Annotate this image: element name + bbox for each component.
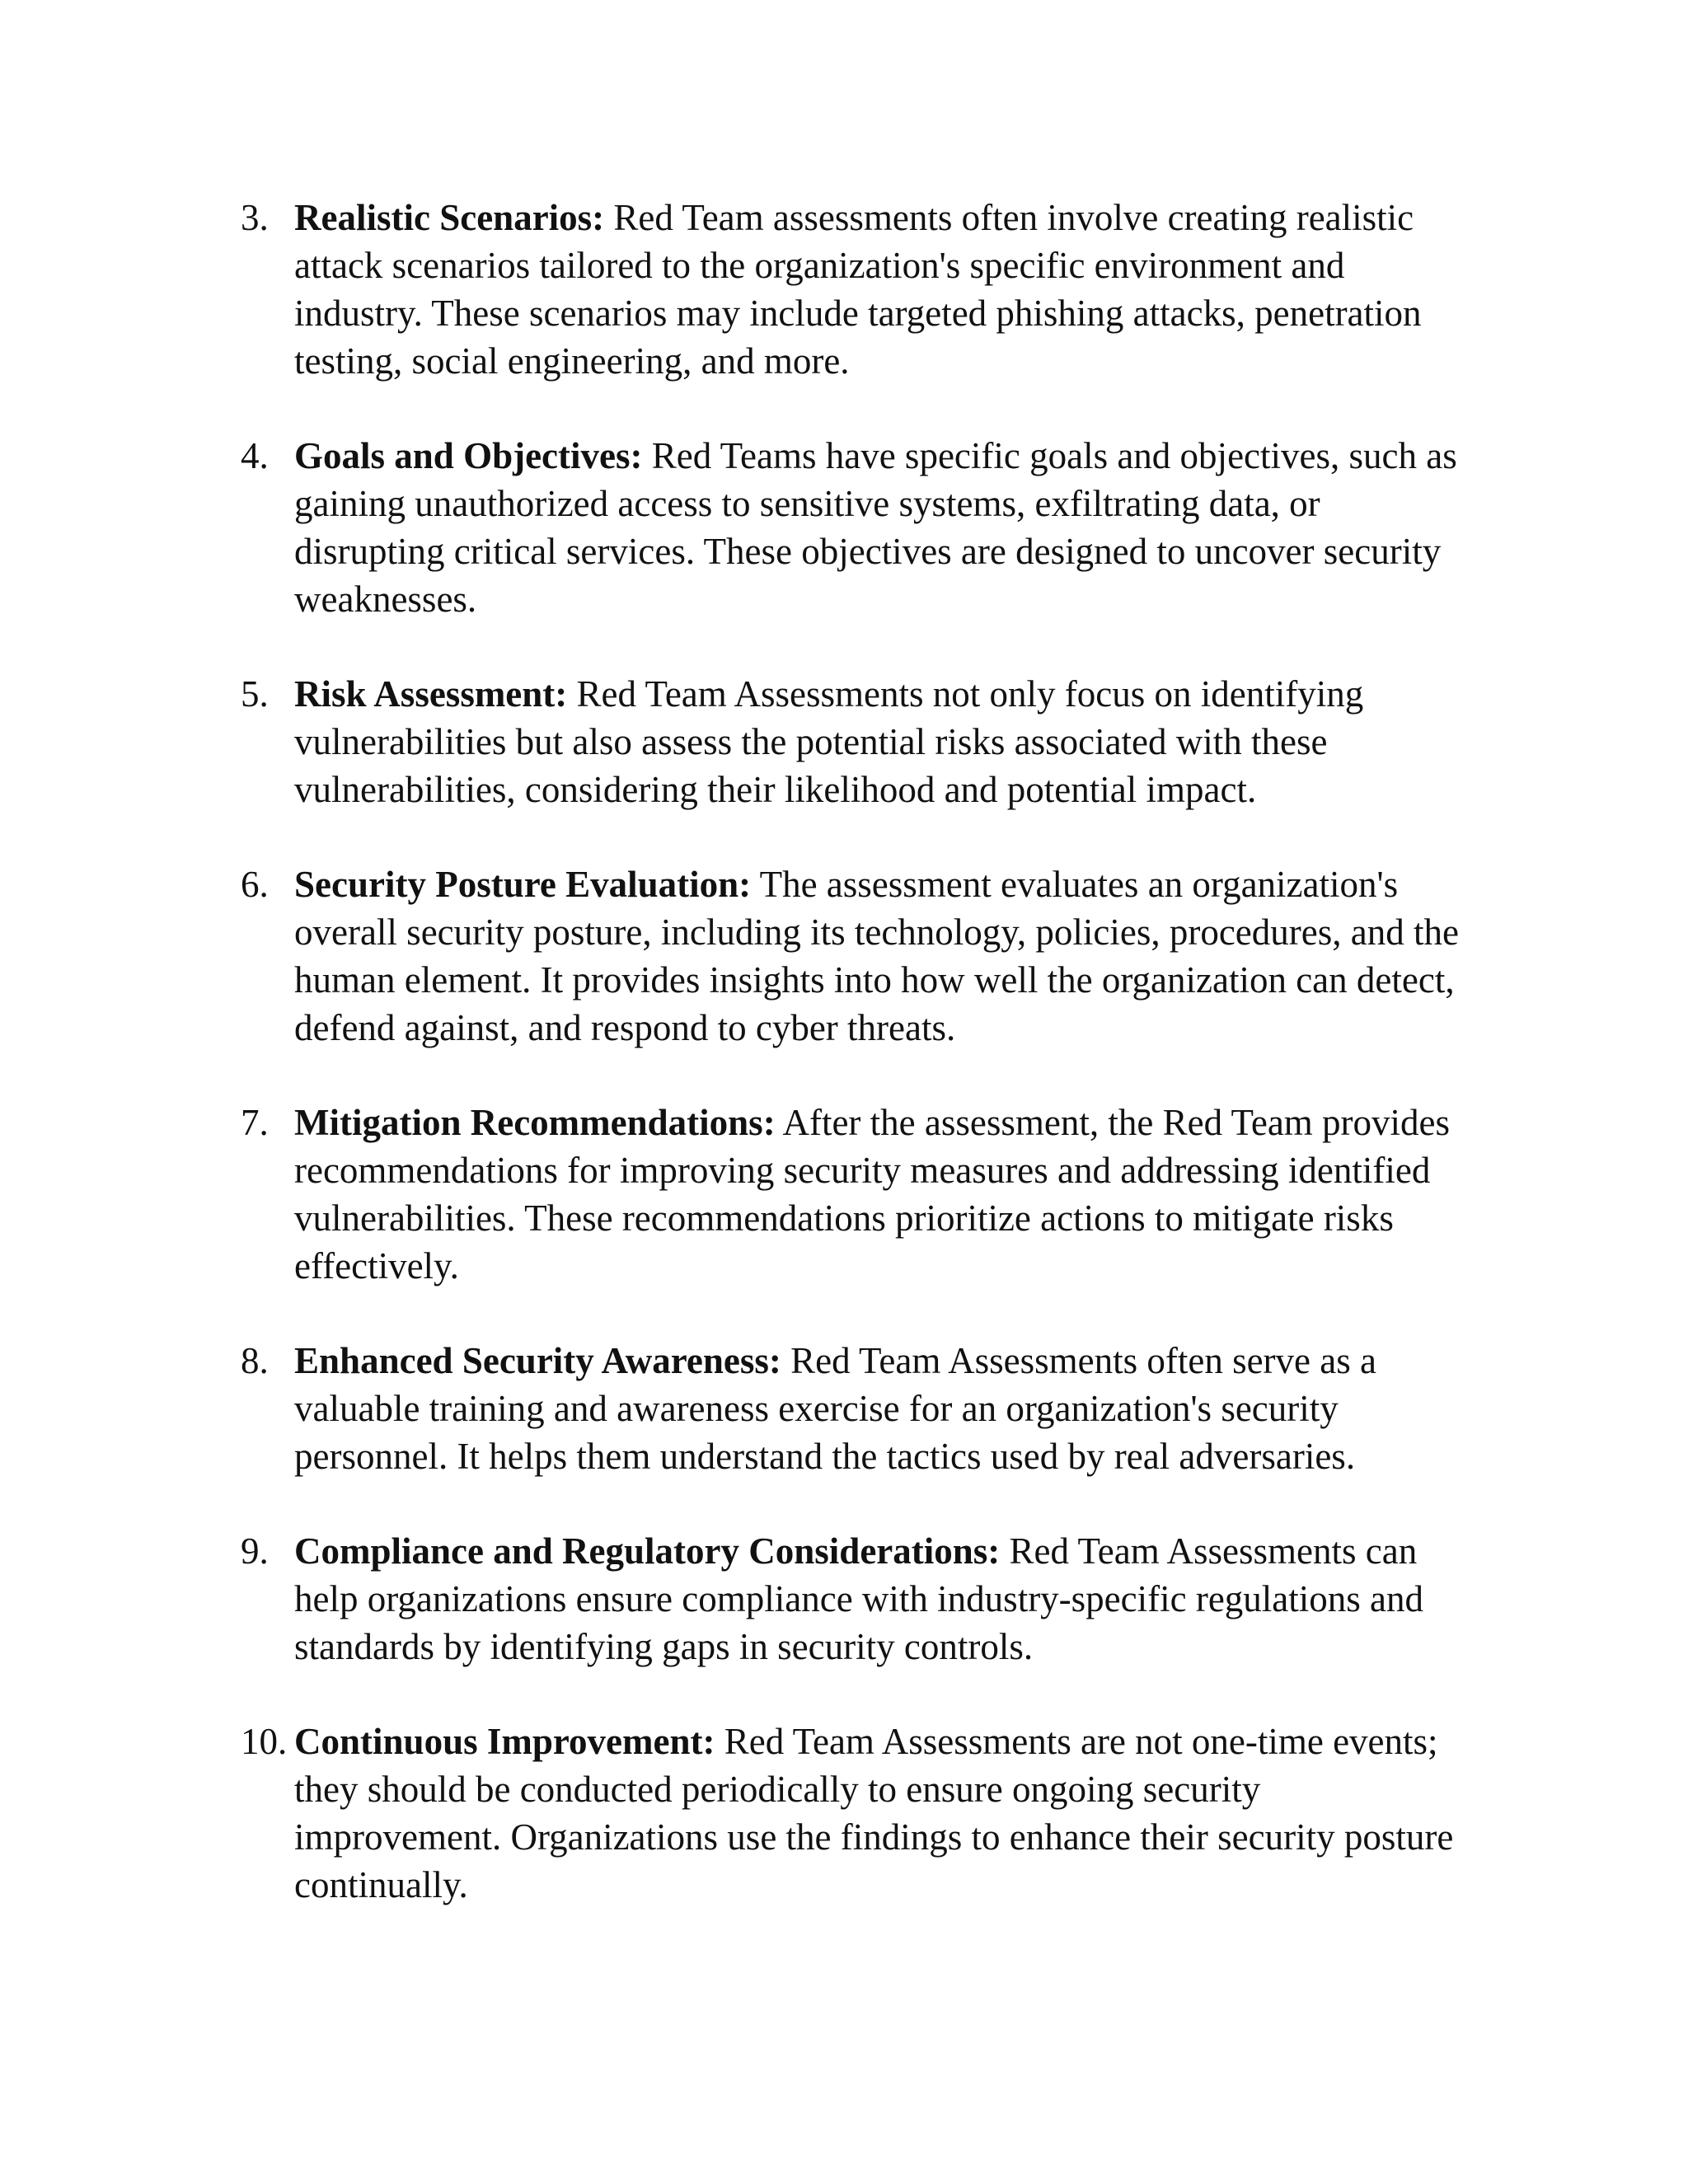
list-item-text: Red Team assessments often involve creating realistic attack scenarios tailored to the organization's specific environment and industry. These scenarios may include targeted phishing attacks, penetration testing, social engineering, and more. — [294, 197, 1422, 382]
list-item-body — [294, 860, 1469, 1052]
list-item-continuous-improvement — [241, 1718, 1477, 1909]
list-item-security-posture-evaluation — [241, 860, 1477, 1052]
list-number: 6. — [241, 864, 269, 905]
list-item-compliance-and-regulatory — [241, 1527, 1477, 1671]
list-item-goals-and-objectives — [241, 432, 1477, 623]
list-item-enhanced-security-awareness — [241, 1337, 1477, 1480]
list-item-term: Risk Assessment: — [294, 673, 568, 715]
list-item-text: After the assessment, the Red Team provides recommendations for improving security measures and addressing identified vulnerabilities. These recommendations prioritize actions to mitigate risks effectively. — [294, 1102, 1451, 1286]
list-item-text: Red Team Assessments are not one-time events; they should be conducted periodically to ensure ongoing security improvement. Organizations use the findings to enhance their security posture continually. — [294, 1721, 1454, 1905]
list-item-term: Mitigation Recommendations: — [294, 1102, 776, 1143]
list-item-body — [294, 194, 1469, 385]
list-item-body — [294, 432, 1469, 623]
list-number: 4. — [241, 435, 269, 476]
list-item-realistic-scenarios — [241, 194, 1477, 385]
list-item-mitigation-recommendations — [241, 1099, 1477, 1290]
list-item-term: Security Posture Evaluation: — [294, 864, 752, 905]
list-item-body — [294, 1527, 1469, 1671]
list-item-body — [294, 1718, 1469, 1909]
list-item-text: Red Team Assessments not only focus on identifying vulnerabilities but also assess the potential risks associated with these vulnerabilities, considering their likelihood and potential impact. — [294, 673, 1364, 810]
list-number: 3. — [241, 197, 269, 238]
list-item-body — [294, 670, 1469, 813]
list-item-text: Red Team Assessments can help organizations ensure compliance with industry-specific regulations and standards by identifying gaps in security controls. — [294, 1530, 1424, 1667]
list-item-term: Continuous Improvement: — [294, 1721, 715, 1762]
list-item-term: Realistic Scenarios: — [294, 197, 605, 238]
list-item-risk-assessment — [241, 670, 1477, 813]
list-item-body — [294, 1099, 1469, 1290]
list-number: 9. — [241, 1530, 269, 1572]
list-number: 5. — [241, 673, 269, 715]
list-item-term: Goals and Objectives: — [294, 435, 643, 476]
list-item-body — [294, 1337, 1469, 1480]
list-item-text: The assessment evaluates an organization's overall security posture, including its technology, policies, procedures, and the human element. It provides insights into how well the organization can detect, defend against, and respond to cyber threats. — [294, 864, 1459, 1048]
list-item-text: Red Teams have specific goals and objectives, such as gaining unauthorized access to sensitive systems, exfiltrating data, or disrupting critical services. These objectives are designed to uncover security weaknesses. — [294, 435, 1457, 620]
list-item-term: Enhanced Security Awareness: — [294, 1340, 781, 1381]
list-number: 8. — [241, 1340, 269, 1381]
list-number: 7. — [241, 1102, 269, 1143]
list-item-text: Red Team Assessments often serve as a valuable training and awareness exercise for an organization's security personnel. It helps them understand the tactics used by real adversaries. — [294, 1340, 1376, 1477]
list-number: 10. — [241, 1721, 288, 1762]
list-item-term: Compliance and Regulatory Considerations: — [294, 1530, 1001, 1572]
